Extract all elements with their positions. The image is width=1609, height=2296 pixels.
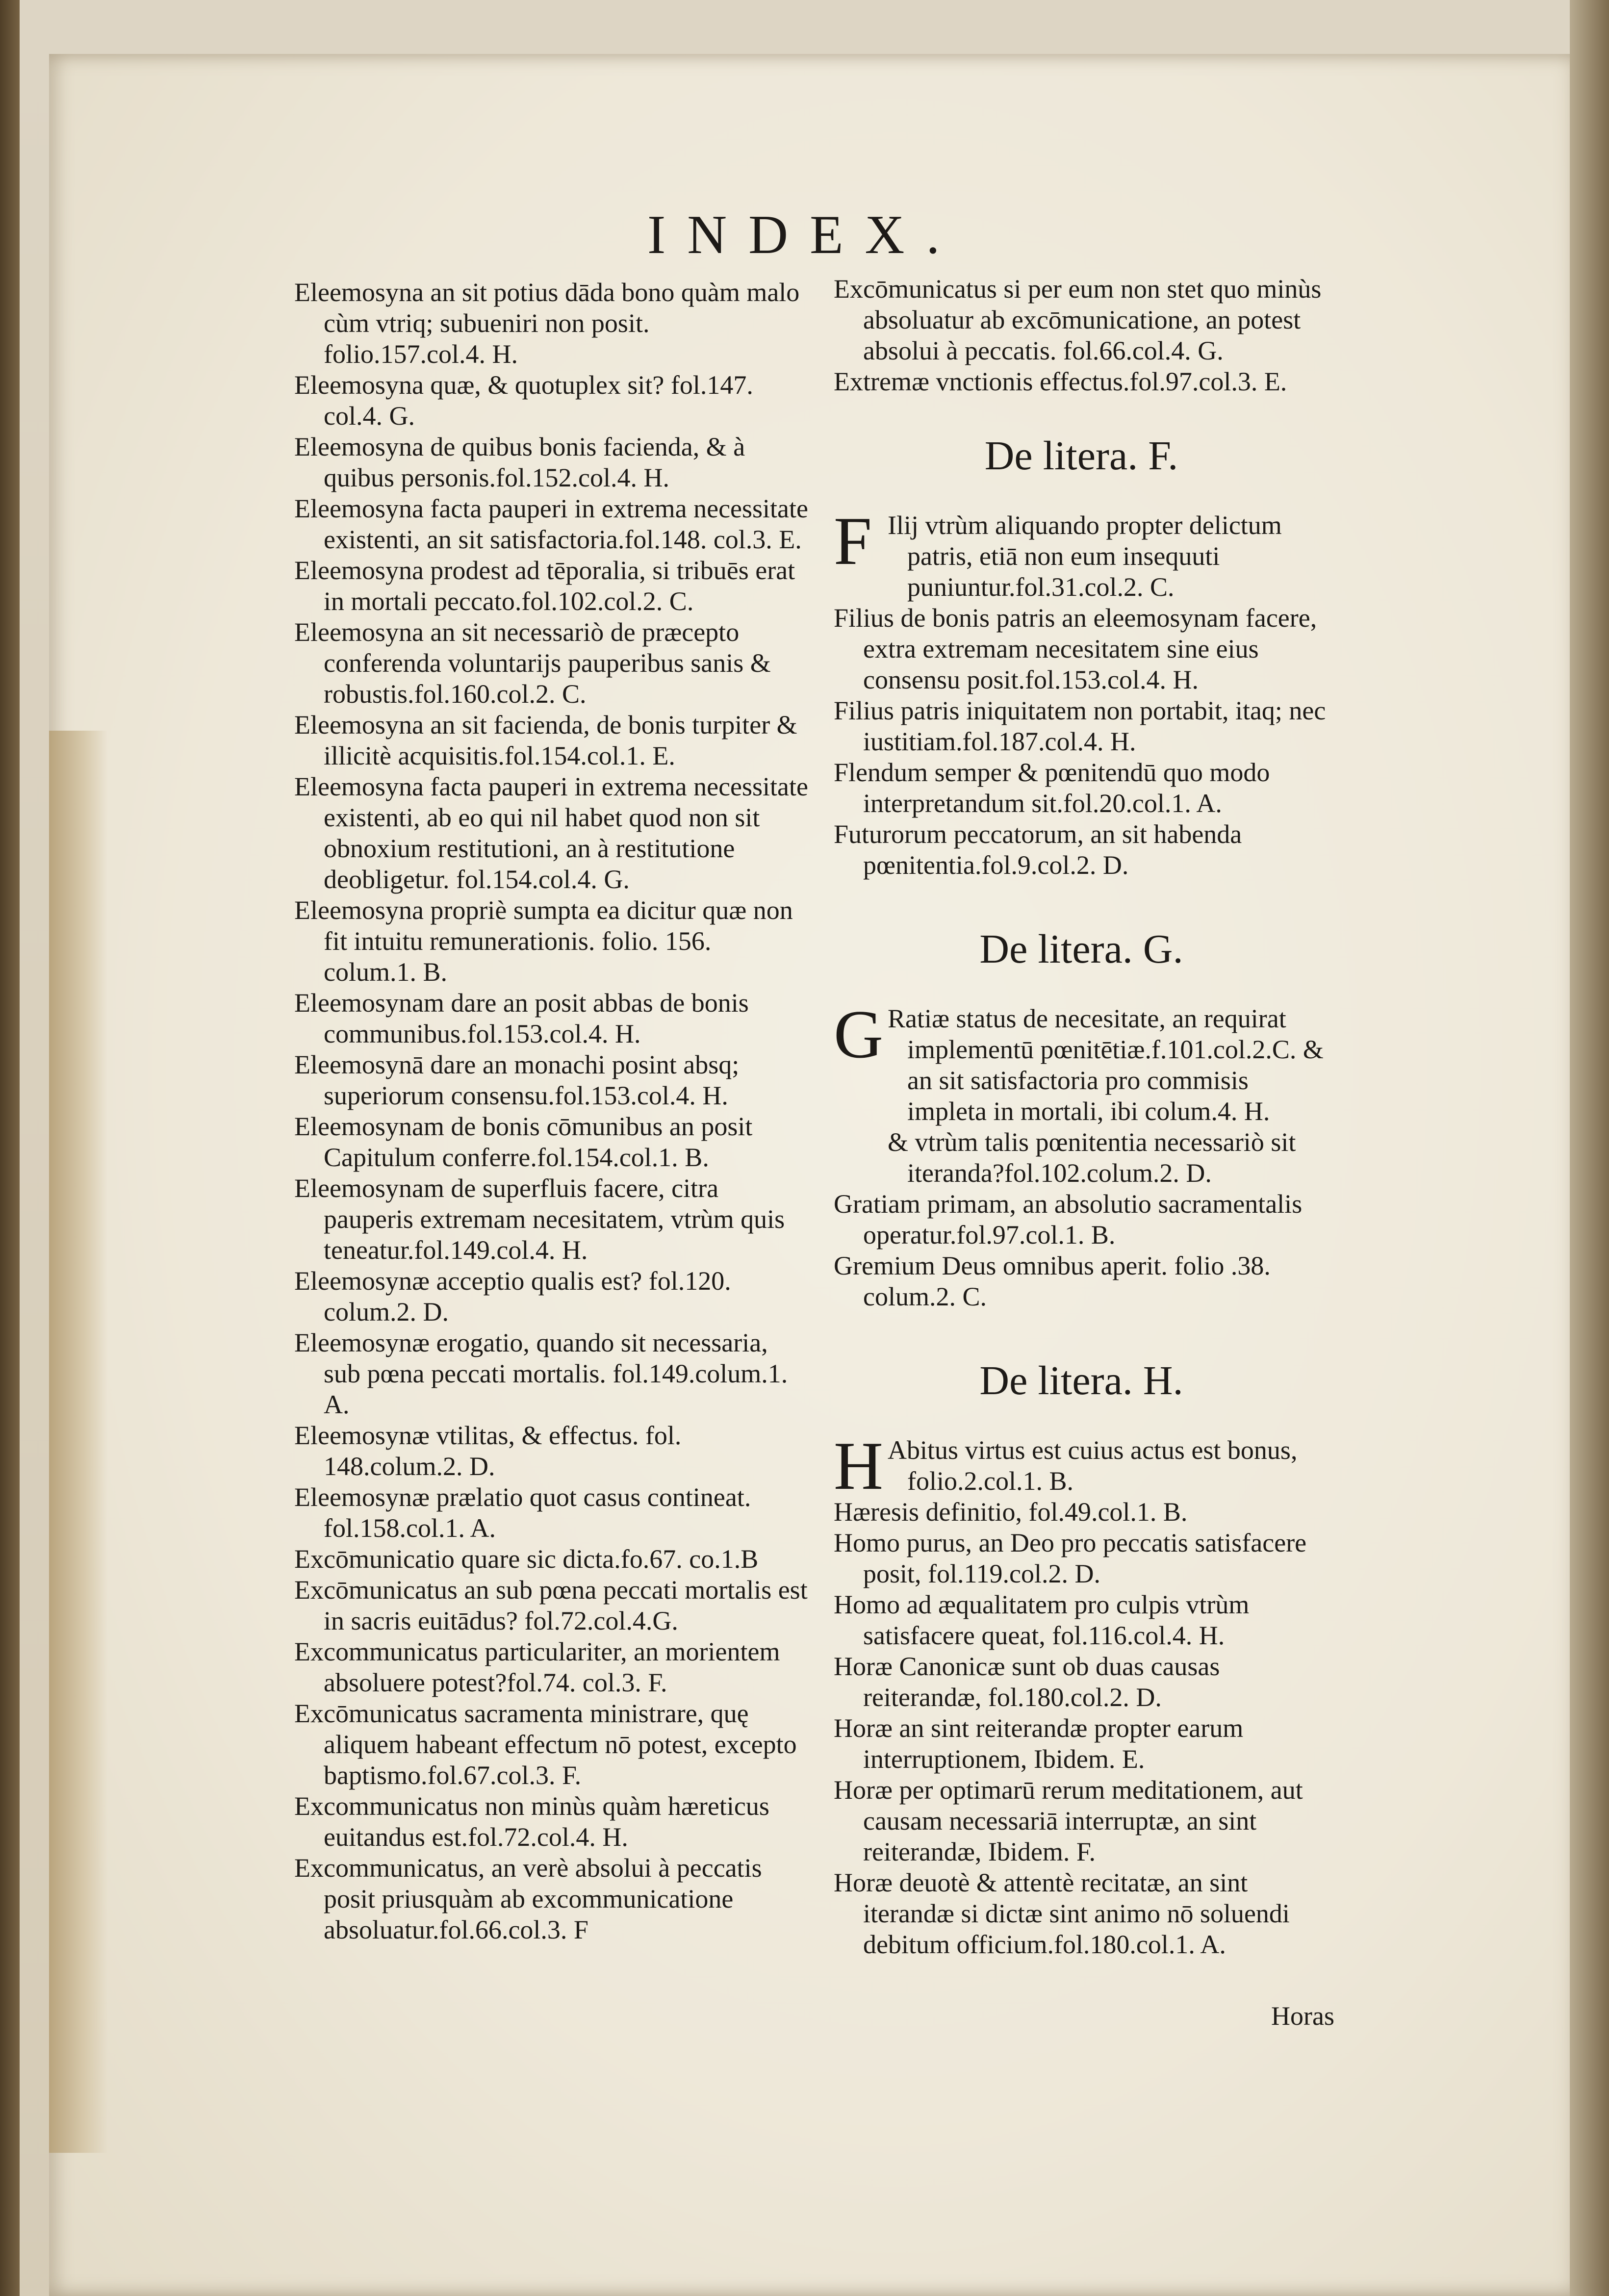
index-entry: Hæresis definitio, fol.49.col.1. B. <box>834 1497 1188 1527</box>
section-f-entries <box>834 503 1329 603</box>
index-entry: Eleemosynæ vtilitas, & effectus. fol. 148.colum.2. D. <box>294 1421 682 1481</box>
index-entry: Eleemosynā dare an monachi posint absq; superiorum consensu.fol.153.col.4. H. <box>294 1050 740 1110</box>
section-heading-f: De litera. F. <box>984 433 1178 479</box>
torn-page-edge <box>49 731 108 2153</box>
index-entry: Eleemosyna quæ, & quotuplex sit? fol.147. col.4. G. <box>294 370 753 431</box>
index-entry: Ilij vtrùm aliquando propter delictum patris, etiā non eum insequuti puniuntur.fol.31.col.2. C. <box>888 510 1282 602</box>
drop-cap-g: G <box>834 996 884 1072</box>
index-entry: Horæ per optimarū rerum meditationem, aut causam necessariā interruptæ, an sint reiterandæ, Ibidem. F. <box>834 1775 1303 1866</box>
page-title: INDEX. <box>647 204 962 265</box>
index-entry: Abitus virtus est cuius actus est bonus, folio.2.col.1. B. <box>888 1435 1298 1496</box>
index-entry: Extremæ vnctionis effectus.fol.97.col.3. E. <box>834 367 1287 396</box>
index-entry: & vtrùm talis pœnitentia necessariò sit iteranda?fol.102.colum.2. D. <box>888 1127 1296 1188</box>
drop-cap-f: F <box>834 503 872 579</box>
index-entry: Flendum semper & pœnitendū quo modo interpretandum sit.fol.20.col.1. A. <box>834 758 1270 818</box>
index-entry: Eleemosynam dare an posit abbas de bonis communibus.fol.153.col.4. H. <box>294 988 749 1048</box>
index-entry: Eleemosyna de quibus bonis facienda, & à quibus personis.fol.152.col.4. H. <box>294 432 745 492</box>
index-entry: Homo ad æqualitatem pro culpis vtrùm satisfacere queat, fol.116.col.4. H. <box>834 1590 1250 1650</box>
index-entry: Ratiæ status de necesitate, an requirat implementū pœnitētiæ.f.101.col.2.C. & an sit satisfactoria pro commisis impleta in mortali, ibi colum.4. H. <box>888 1004 1324 1126</box>
index-entry: Excommunicatus, an verè absolui à peccatis posit priusquàm ab excommunicatione absoluatur.fol.66.col.3. F <box>294 1853 762 1944</box>
catchword: Horas <box>1271 2001 1334 2031</box>
index-entry: Eleemosyna an sit potius dāda bono quàm malo cùm vtriq; subueniri non posit. folio.157.col.4. H. <box>294 278 800 369</box>
index-entry: Eleemosynam de superfluis facere, citra pauperis extremam necesitatem, vtrùm quis teneatur.fol.149.col.4. H. <box>294 1174 785 1265</box>
section-heading-g: De litera. G. <box>979 926 1183 972</box>
index-entry: Eleemosyna facta pauperi in extrema necessitate existenti, ab eo qui nil habet quod non sit obnoxium restitutioni, an à restitutione deobligetur. fol.154.col.4. G. <box>294 772 808 894</box>
index-entry: Excommunicatus non minùs quàm hæreticus euitandus est.fol.72.col.4. H. <box>294 1791 769 1852</box>
book-page <box>49 54 1589 2296</box>
index-entry: Excōmunicatus an sub pœna peccati mortalis est in sacris euitādus? fol.72.col.4.G. <box>294 1575 808 1635</box>
index-entry: Futurorum peccatorum, an sit habenda pœnitentia.fol.9.col.2. D. <box>834 819 1242 880</box>
index-entry: Excōmunicatus sacramenta ministrare, quę aliquem habeant effectum nō potest, excepto baptismo.fol.67.col.3. F. <box>294 1699 797 1790</box>
index-entry: Horæ deuotè & attentè recitatæ, an sint iterandæ si dictæ sint animo nō soluendi debitum officium.fol.180.col.1. A. <box>834 1868 1290 1959</box>
right-column <box>834 274 1329 1960</box>
drop-cap-h: H <box>834 1428 884 1504</box>
section-heading-h: De litera. H. <box>979 1358 1183 1403</box>
index-entry: Filius patris iniquitatem non portabit, itaq; nec iustitiam.fol.187.col.4. H. <box>834 696 1326 756</box>
index-entry: Eleemosynam de bonis cōmunibus an posit Capitulum conferre.fol.154.col.1. B. <box>294 1112 753 1172</box>
index-entry: Excōmunicatus si per eum non stet quo minùs absoluatur ab excōmunicatione, an potest absolui à peccatis. fol.66.col.4. G. <box>834 274 1322 365</box>
page-edge-shadow <box>1570 0 1609 2296</box>
index-entry: Gratiam primam, an absolutio sacramentalis operatur.fol.97.col.1. B. <box>834 1189 1303 1250</box>
index-entry: Horæ an sint reiterandæ propter earum interruptionem, Ibidem. E. <box>834 1713 1244 1774</box>
index-entry: Filius de bonis patris an eleemosynam facere, extra extremam necesitatem sine eius consensu posit.fol.153.col.4. H. <box>834 603 1317 694</box>
index-entry: Eleemosyna prodest ad tēporalia, si tribuēs erat in mortali peccato.fol.102.col.2. C. <box>294 556 795 616</box>
index-entry: Horæ Canonicæ sunt ob duas causas reiterandæ, fol.180.col.2. D. <box>834 1652 1220 1712</box>
index-entry: Eleemosyna facta pauperi in extrema necessitate existenti, an sit satisfactoria.fol.148. col.3. E. <box>294 494 808 554</box>
section-h-entries <box>834 1428 1329 1504</box>
index-entry: Eleemosyna an sit facienda, de bonis turpiter & illicitè acquisitis.fol.154.col.1. E. <box>294 710 797 770</box>
left-column <box>294 277 809 1945</box>
index-entry: Eleemosyna an sit necessariò de præcepto conferenda voluntarijs pauperibus sanis & robustis.fol.160.col.2. C. <box>294 617 771 709</box>
index-entry: Excommunicatus particulariter, an morientem absoluere potest?fol.74. col.3. F. <box>294 1637 780 1697</box>
index-entry: Excōmunicatio quare sic dicta.fo.67. co.1.B <box>294 1544 759 1574</box>
index-entry: Gremium Deus omnibus aperit. folio .38. colum.2. C. <box>834 1251 1271 1311</box>
section-g-entries <box>834 996 1329 1189</box>
index-entry: Eleemosyna propriè sumpta ea dicitur quæ non fit intuitu remunerationis. folio. 156. colum.1. B. <box>294 895 793 987</box>
index-entry: Eleemosynæ erogatio, quando sit necessaria, sub pœna peccati mortalis. fol.149.colum.1. A. <box>294 1328 788 1419</box>
index-entry: Eleemosynæ prælatio quot casus contineat. fol.158.col.1. A. <box>294 1482 751 1543</box>
index-entry: Eleemosynæ acceptio qualis est? fol.120. colum.2. D. <box>294 1266 731 1327</box>
index-entry: Homo purus, an Deo pro peccatis satisfacere posit, fol.119.col.2. D. <box>834 1528 1307 1588</box>
